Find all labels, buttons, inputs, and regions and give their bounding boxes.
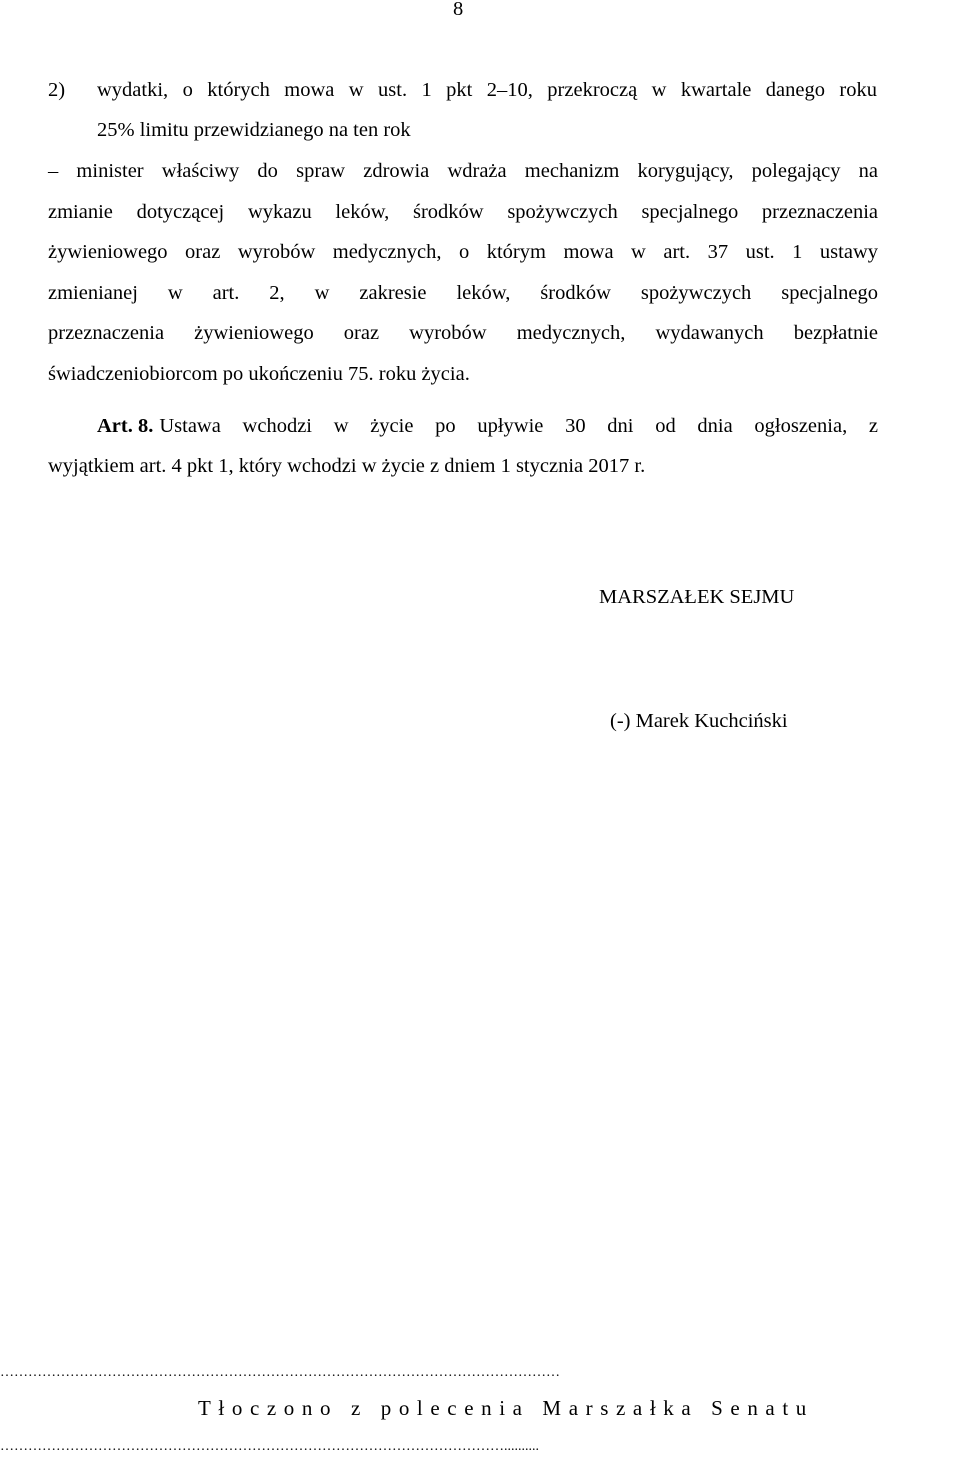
paragraph-line-2: zmianie dotyczącej wykazu leków, środków spożywczych specjalnego przeznaczenia xyxy=(48,201,878,223)
article-8-line-2: wyjątkiem art. 4 pkt 1, który wchodzi w życie z dniem 1 stycznia 2017 r. xyxy=(48,455,646,477)
paragraph-line-4: zmienianej w art. 2, w zakresie leków, środków spożywczych specjalnego xyxy=(48,282,878,304)
paragraph-line-6: świadczeniobiorcom po ukończeniu 75. roku życia. xyxy=(48,363,470,385)
footer-dotted-line-top: ………………………………………………………………………………………………………… xyxy=(0,1366,560,1380)
item-text-line-1: wydatki, o których mowa w ust. 1 pkt 2–10, przekroczą w kwartale danego roku xyxy=(97,79,877,101)
article-8-line-1 xyxy=(97,416,878,437)
article-8-label: Art. 8. xyxy=(97,415,154,437)
paragraph-line-5: przeznaczenia żywieniowego oraz wyrobów medycznych, wydawanych bezpłatnie xyxy=(48,322,878,344)
item-number: 2) xyxy=(48,79,66,101)
paragraph-line-1: – minister właściwy do spraw zdrowia wdraża mechanizm korygujący, polegający na xyxy=(48,160,878,182)
item-text-line-2: 25% limitu przewidzianego na ten rok xyxy=(97,119,411,141)
paragraph-line-3: żywieniowego oraz wyrobów medycznych, o którym mowa w art. 37 ust. 1 ustawy xyxy=(48,241,878,263)
article-8-text: Ustawa wchodzi w życie po upływie 30 dni od dnia ogłoszenia, z xyxy=(159,415,878,437)
signature-title: MARSZAŁEK SEJMU xyxy=(599,586,795,608)
signature-name: (-) Marek Kuchciński xyxy=(610,710,788,732)
footer-dotted-line-bottom: ……………………………………………………………………………………………….......... xyxy=(0,1440,539,1454)
page-number: 8 xyxy=(453,0,464,20)
footer-text: Tłoczono z polecenia Marszałka Senatu xyxy=(198,1396,814,1420)
